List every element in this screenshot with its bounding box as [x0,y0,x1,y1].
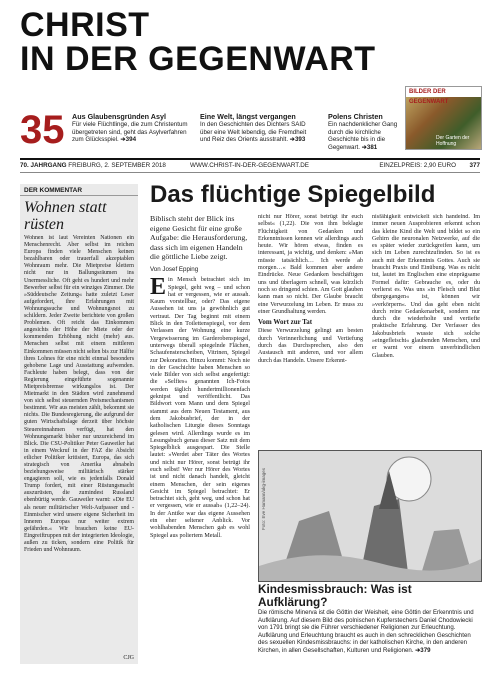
article-column-1 [150,214,250,664]
issue-date: FREIBURG, 2. SEPTEMBER 2018 [68,162,166,169]
teaser-title: Eine Welt, längst vergangen [200,112,296,121]
article-text-2b: Diese Verwurzelung gelingt am besten durch Verinnerlichung und Vertiefung durch das Durchsprechen, also den Austausch mit anderen, und vor allem durch das Handeln. Unsere Erkennt- [258,328,363,364]
website-link[interactable]: WWW.CHRIST-IN-DER-GEGENWART.DE [190,162,309,169]
info-bar [20,158,480,173]
feature-text: Die römische Minerva ist die Göttin der Weisheit, eine Göttin der Erkenntnis und Aufklärung. Auf diesem Bild des polnischen Kupferstechers Daniel Chodowiecki von 1791 bringt sie die Führer verschiedener Religionen zur Erleuchtung. Aufklärung und Erleuchtung braucht es auch in den schrecklichen Geschichten des sexuellen Kindesmissbrauchs: in der katholischen Kirche, in den anderen Kirchen, in allen Gesellschaften, Kulturen und Religionen. [258,609,474,654]
commentary-sidebar [20,184,138,664]
teaser-text: Ein nachdenklicher Gang durch die kirchliche Geschichte bis in die Gegenwart. [328,121,398,151]
feature-box [258,583,480,655]
article-text-2a: nicht nur Hörer, sonst betrügt ihr euch selbst« (1,22). Die von ihm beklagte Flüchtigkeit von Gedanken und Erkenntnissen kennen wir allerdings auch heute. Wir hören etwas, finden es interessant, ja wichtig, und denken: »Man müsste tatsächlich… Ich werde ab morgen…« Bald kommen aber andere Eindrücke. Neue Gedanken beschäftigen uns und überlagern schnell, was kürzlich noch so dringend schien. Am Gott glauben kann man so nicht. Der Glaube braucht eine Verwurzelung im Leben. Er muss zu einer Grundhaltung werden. [258,214,363,315]
masthead [20,8,480,76]
masthead-line-2: IN DER GEGENWART [20,40,376,78]
teaser-page: ➔381 [361,143,378,151]
teaser-text: Für viele Flüchtlinge, die zum Christentum übergetreten sind, geht das Asylverfahren zum Glücksspiel. [72,121,188,144]
article-text-1: in Mensch betrachtet sich im Spiegel, geht weg – und schon hat er vergessen, wie er aussah. Kaum vorstellbar, oder? Das eigene Aussehen ist uns ja gewöhnlich gut vertraut. Der Tag beginnt mit einem Blick in den Toilettenspiegel, vor dem Verlassen der Wohnung eine kurze Vergewisserung im Garderobenspiegel, unterwegs überall spiegelnde Flächen, Schaufensterscheiben, Vitrinen, Spiegel zur Dekoration. Hinzu kommt: Noch nie in der Geschichte haben Menschen so viele Bilder von sich selbst angefertigt: die »Selfies« genannten Ich-Fotos werden täglich hundertmillionenfach geknipst und veröffentlicht. Das Bildwort vom Mann und dem Spiegel stammt aus dem Neuen Testament, aus dem Jakobusbrief, der in der katholischen Liturgie dieses Sonntags gelesen wird. Allerdings wurde es im Lesungsbuch genau dieser Satz mit dem Spiegelblick ausgespart. Die Stelle lautet: »Werdet aber Täter des Wortes und nicht nur Hörer, sonst betrügt ihr euch selbst! Wer nur Hörer des Wortes ist und nicht danach handelt, gleicht einem Menschen, der sein eigenes Gesicht im Spiegel betrachtet: Er betrachtet sich, geht weg, und schon hat er vergessen, wie er aussah« (1,22–24). In der Antike war das eigene Aussehen ein eher seltener Anblick. Vor wohlhabenden Menschen gab es wohl Spiegel aus poliertem Metall. [150,277,250,539]
price: EINZELPREIS: 2,90 EURO [379,162,456,169]
teaser-title: Polens Christen [328,112,383,121]
article-column-3 [372,214,480,446]
commentary-title: Wohnen statt rüsten [24,199,107,233]
article-lead: Biblisch steht der Blick ins eigene Gesicht für eine große Aufgabe: die Herausforderung, dass sich im eigenen Handeln die göttliche Liebe zeigt. [150,214,248,262]
teaser-title: Aus Glaubensgründen Asyl [72,112,166,121]
commentary-kicker: DER KOMMENTAR [20,184,138,196]
cover-image-caption: Der Garten der Hoffnung [436,135,470,147]
teaser-row [20,110,480,154]
commentary-body: Wohnen ist laut Vereinten Nationen ein Menschenrecht. Aber selbst im reichen Europa finden viele Menschen keinen bezahlbaren oder trauerfall akzeptablen Wohnraum mehr. Die Mietpreise klettern nicht nur in Ballungsräumen ins Unermessliche. Oft geht es hundert und mehr Bewerber selbst für ein winziges Zimmer. Die »Süddeutsche Zeitung« hatte zuletzt Leser aufgefordert, ihre Erfahrungen mit Wohnungssuche und Wohnungsnot zu schildern. Jeder Zweite berichtete von großen Problemen. Oft reicht das Einkommen angesichts der Höhe der Miete oder der kommenden Erhöhung nicht (mehr) aus. Menschen selbst mit einem mittleren Einkommen müssen nicht selten bis zur Hälfte ihres Lohnes für eine nicht einmal besonders gehobene Lage und Ausstattung aufwenden. Fachleute haben belegt, dass von der Regierung eingeführte sogenannte Mietpreisbremse wirkungslos ist. Der Mietmarkt in den Städten wird zunehmend von sich selbst steuernden Preismechanismen bestimmt. Wir aus meisten zählt, bekommt sie nichts. Die Bundesregierung, die aufgrund der guten Wirtschaftslage derzeit über höchste Steuereinnahmen verfügt, hat den Wohnungsmarkt bisher nur unzureichend im Blick. Die CSU-Politiker Peter Gauweiler hat in einem Weckruf in der FAZ die Absicht etlicher Politiker kritisiert, Europa, das sich strategisch von Amerika abnabeln beziehungsweise militärisch stärker engagieren soll, wie es jedenfalls Donald Trump fordert, mit einer Rüstungsmacht auszurüsten, die zumindest Russland ebenbürtig werde. Gauweiler warnt: »Die EU als neuer militärischer Welt-Aufpasser und -Einmischer wird unsere eigene Sicherheit im Inneren Europas nur weiter extrem gefährden.« Wir brauchen keine EU-Eingreiftruppen mit der integrierten Ideologie, außen zu ticken, sondern eine Politik für Frieden und Wohnraum. [24,235,134,554]
commentary-signature: CJG [123,655,134,661]
article-subhead: Vom Wort zur Tat [258,318,313,327]
teaser-welt[interactable] [200,113,318,144]
cover-image-label: BILDER DER GEGENWART [406,87,481,97]
article-column-2 [258,214,363,446]
feature-headline[interactable]: Kindesmissbrauch: Was ist Aufklärung? [258,582,412,609]
article-headline: Das flüchtige Spiegelbild [150,181,436,208]
page-code: 377 [469,162,480,169]
teaser-polen[interactable] [328,113,408,151]
teaser-page: ➔393 [289,136,306,144]
photo-credit: Foto: Eve Hamann/akg-images [261,468,266,531]
article-text-3: nisfähigkeit entwickelt sich handelnd. Im immer neuen Ausprobieren erkennt schon das kleine Kind die Welt und bildet so ein Gehirn die neuronalen Netzwerke, auf die es später wieder zurückgreifen kann, um sich im Leben zurechtzufinden. So ist es auch mit der Erkenntnis Gottes. Auch sie braucht Praxis und Einübung. Was es nicht tut, lautet im Englischen eine einprägsame Formel dafür: Gebrauche es, oder du verlierst es. Was uns »in Fleisch und Blut übergegangen« ist, können wir »verkörpern«. Und das geht eben nicht durch reine Gedankenarbeit, sondern nur durch die wiederholte und vertiefte praktische Erfahrung. Der Verfasser des Jakobusbriefs wusste sich solche »eingefleischt« glaubenden Menschen, und er warnt vor einem unverbindlichen Glauben. [372,214,480,359]
drop-cap: E [150,274,167,301]
volume-year: 70. JAHRGANG [20,162,67,169]
teaser-asyl[interactable] [72,113,190,144]
article-author: Von Josef Epping [150,265,199,273]
feature-page[interactable]: ➔379 [415,646,431,654]
masthead-line-1: CHRIST [20,6,150,44]
issue-number: 35 [20,108,65,152]
minerva-engraving-illustration [259,451,481,581]
teaser-text: In den Geschichten des Dichters SAID über eine Welt lebendig, die Fremdheit und Reiz des Orients ausstrahlt. [200,121,307,144]
feature-image[interactable] [258,450,482,582]
teaser-page: ➔394 [120,136,137,144]
